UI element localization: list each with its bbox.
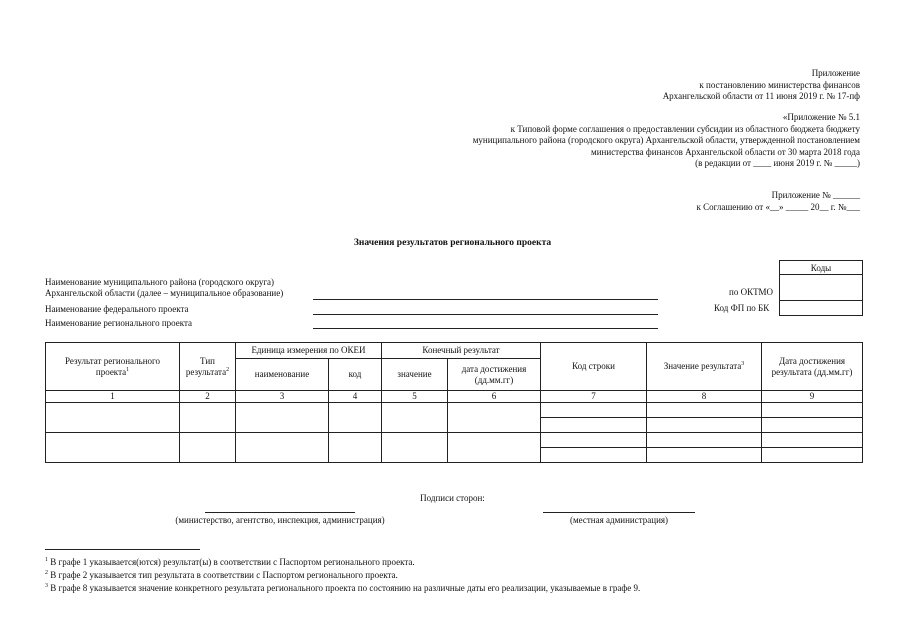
oktmo-code-cell <box>780 275 863 301</box>
footnote: $^1$ В графе 1 указывается(ются) результат(ы) в соответствии с Паспортом регионального проекта. <box>45 557 415 567</box>
left-signature-caption: (министерство, агентство, инспекция, администрация) <box>175 515 385 525</box>
column-number: 3 <box>236 391 329 403</box>
fp-code-cell <box>780 301 863 316</box>
column-number: 6 <box>448 391 541 403</box>
header-achieve-date: Дата достижения результата (дд.мм.гг) <box>762 343 863 391</box>
agreement-line: к Соглашению от «__» _____ 20__ г. №___ <box>696 201 860 212</box>
regional-project-label: Наименование регионального проекта <box>45 318 193 328</box>
table-cell <box>448 433 541 463</box>
header-result-value: Значение результата$^3$ <box>647 343 762 391</box>
right-signature-line <box>543 512 695 513</box>
table-row <box>46 433 863 448</box>
decree-line: Приложение <box>811 68 860 78</box>
codes-header: Коды <box>780 261 863 275</box>
header-regional-result: Результат регионального проекта$^1$ <box>46 343 180 391</box>
table-cell <box>329 433 382 463</box>
table-cell <box>236 403 329 433</box>
appendix-line: муниципального района (городского округа) Архангельской области, утвержденной постановлением <box>472 135 860 145</box>
table-cell <box>762 433 863 448</box>
left-signature-line <box>205 512 355 513</box>
column-number: 2 <box>180 391 236 403</box>
header-unit-group: Единица измерения по ОКЕИ <box>236 343 382 359</box>
table-cell <box>541 418 647 433</box>
oktmo-label: по ОКТМО <box>729 287 773 297</box>
decree-line: к постановлению министерства финансов <box>699 79 860 90</box>
agreement-line: Приложение № ______ <box>771 190 860 200</box>
footnote: $^2$ В графе 2 указывается тип результата в соответствии с Паспортом регионального проекта. <box>45 570 398 580</box>
table-cell <box>236 433 329 463</box>
table-cell <box>46 433 180 463</box>
municipal-label <box>45 277 283 299</box>
fp-code-label: Код ФП по БК <box>714 303 770 313</box>
agreement-reference <box>697 190 860 213</box>
table-cell <box>329 403 382 433</box>
header-final-result-group: Конечный результат <box>382 343 541 359</box>
header-final-date: дата достижения (дд.мм.гг) <box>448 359 541 391</box>
municipal-label-line1: Наименование муниципального района (городского округа) <box>45 277 275 287</box>
table-cell <box>647 418 762 433</box>
appendix-reference <box>473 112 860 170</box>
column-number: 8 <box>647 391 762 403</box>
municipal-label-line2: Архангельской области (далее – муниципальное образование) <box>45 288 284 298</box>
table-cell <box>541 433 647 448</box>
column-number: 5 <box>382 391 448 403</box>
table-cell <box>541 448 647 463</box>
header-row-code: Код строки <box>541 343 647 391</box>
table-cell <box>180 433 236 463</box>
table-cell <box>541 403 647 418</box>
decree-line: Архангельской области от 11 июня 2019 г. № 17-пф <box>662 91 860 101</box>
table-cell <box>382 433 448 463</box>
table-cell <box>762 418 863 433</box>
appendix-line: «Приложение № 5.1 <box>782 112 860 122</box>
table-row <box>46 403 863 418</box>
regional-project-field-line <box>313 328 658 329</box>
table-cell <box>382 403 448 433</box>
right-signature-caption: (местная администрация) <box>569 515 669 525</box>
table-cell <box>647 448 762 463</box>
header-final-value: значение <box>382 359 448 391</box>
signatures-title: Подписи сторон: <box>420 493 485 503</box>
table-cell <box>647 403 762 418</box>
header-unit-name: наименование <box>236 359 329 391</box>
footnote-separator <box>45 549 200 550</box>
federal-project-field-line <box>313 314 658 315</box>
column-number: 4 <box>329 391 382 403</box>
appendix-line: к Типовой форме соглашения о предоставлении субсидии из областного бюджета бюджету <box>510 123 860 134</box>
results-table <box>45 342 863 463</box>
municipal-field-line <box>313 299 658 300</box>
column-number: 1 <box>46 391 180 403</box>
codes-table <box>779 260 863 316</box>
footnote: $^3$ В графе 8 указывается значение конкретного результата регионального проекта по состоянию на различные даты его реализации, указываемые в графе 9. <box>45 583 641 593</box>
header-unit-code: код <box>329 359 382 391</box>
header-result-type: Тип результата$^2$ <box>180 343 236 391</box>
decree-reference <box>663 68 860 103</box>
table-cell <box>762 403 863 418</box>
federal-project-label: Наименование федерального проекта <box>45 304 189 314</box>
appendix-line: министерства финансов Архангельской области от 30 марта 2018 года <box>591 146 860 157</box>
table-cell <box>448 403 541 433</box>
table-cell <box>180 403 236 433</box>
table-cell <box>46 403 180 433</box>
table-cell <box>762 448 863 463</box>
column-number: 9 <box>762 391 863 403</box>
column-number: 7 <box>541 391 647 403</box>
column-numbers-row <box>46 391 863 403</box>
appendix-line: (в редакции от ____ июня 2019 г. № _____) <box>695 158 860 168</box>
document-title: Значения результатов регионального проекта <box>353 238 552 248</box>
table-cell <box>647 433 762 448</box>
